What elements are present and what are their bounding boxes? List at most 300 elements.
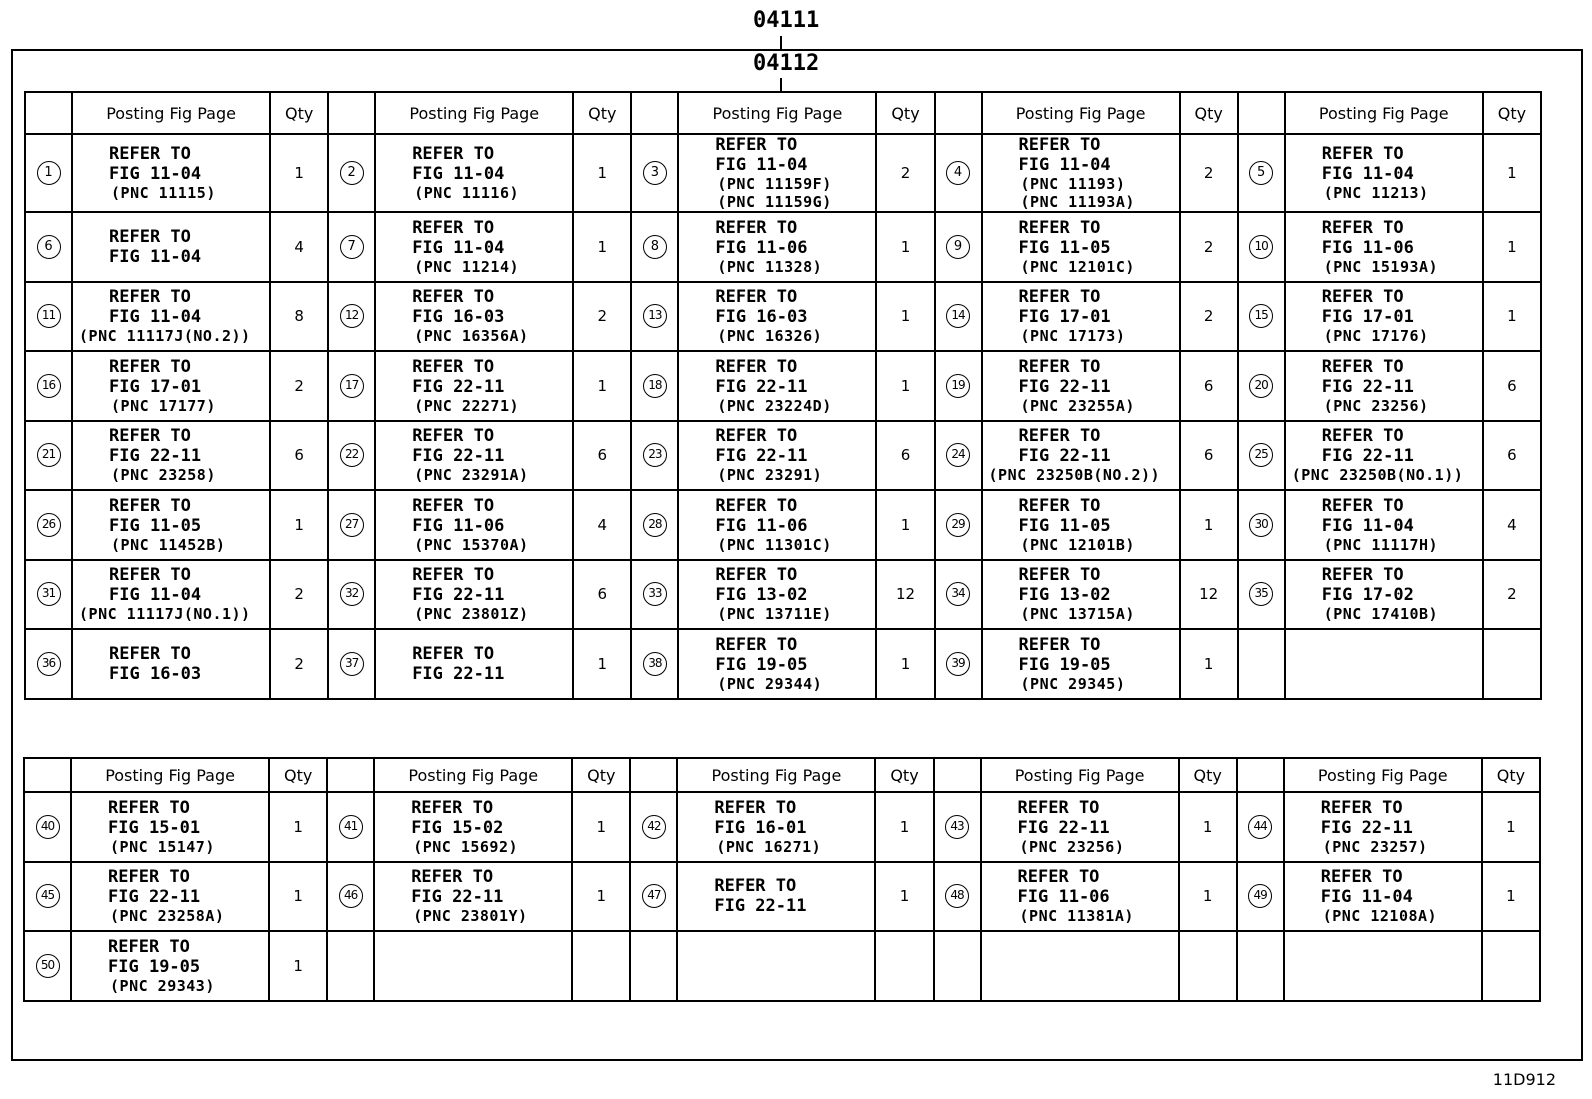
qty-cell: 6 [876,421,934,491]
qty-cell: 8 [270,282,328,352]
header-qty: Qty [1483,92,1541,134]
item-number-callout: 40 [36,815,60,839]
empty-cell [934,931,981,1001]
item-number-cell [935,282,982,352]
qty-cell: 12 [876,560,934,630]
header-qty: Qty [875,758,933,792]
item-number-cell [934,862,981,932]
header-blank [328,92,375,134]
empty-cell [374,931,572,1001]
posting-fig-page-cell [1285,560,1483,630]
posting-fig-page-cell [678,212,876,282]
header-posting-fig-page: Posting Fig Page [375,92,573,134]
fig-reference: FIG 19-05 [1018,654,1111,675]
table-row [24,862,1540,932]
posting-fig-page-cell [982,212,1180,282]
fig-reference: FIG 22-11 [412,585,505,606]
fig-reference: FIG 11-04 [109,246,202,267]
fig-reference: FIG 11-05 [1018,237,1111,258]
empty-cell [1285,629,1483,699]
item-number-callout: 4 [946,161,970,185]
header-blank [1237,758,1284,792]
fig-reference: FIG 22-11 [1018,446,1111,467]
item-number-callout: 31 [37,582,61,606]
posting-fig-page-cell [678,629,876,699]
table-row [25,134,1541,212]
qty-cell: 2 [573,282,631,352]
pnc-reference: (PNC 23250B(NO.2)) [988,466,1161,485]
refer-to-text: REFER TO [109,565,191,586]
posting-fig-page-cell [678,421,876,491]
qty-cell: 2 [1180,282,1238,352]
item-number-callout: 15 [1249,304,1273,328]
qty-cell: 2 [1180,134,1238,212]
pnc-reference: (PNC 11381A) [1019,907,1134,926]
pnc-reference: (PNC 11159F) [717,175,832,193]
item-number-cell [630,792,677,862]
qty-cell: 4 [1483,490,1541,560]
pnc-reference: (PNC 29343) [110,976,215,995]
pnc-reference: (PNC 13711E) [717,605,832,624]
pnc-reference: (PNC 16356A) [414,327,529,346]
item-number-callout: 7 [340,235,364,259]
pnc-reference: (PNC 11116) [414,184,520,202]
posting-fig-page-cell [678,560,876,630]
item-number-cell [1238,282,1285,352]
fig-reference: FIG 11-04 [412,164,505,184]
posting-fig-page-cell [1284,792,1482,862]
refer-to-text: REFER TO [1321,287,1404,308]
pnc-reference: (PNC 11301C) [717,535,832,554]
fig-reference: FIG 22-11 [1321,446,1414,467]
item-number-cell [328,282,375,352]
item-number-callout: 12 [340,304,364,328]
fig-reference: FIG 16-03 [715,307,808,328]
empty-cell [875,931,933,1001]
fig-reference: FIG 16-01 [714,817,807,838]
item-number-cell [631,351,678,421]
item-number-callout: 33 [643,582,667,606]
refer-to-text: REFER TO [412,426,495,447]
pnc-reference: (PNC 23250B(NO.1)) [1291,466,1464,485]
fig-reference: FIG 13-02 [1018,585,1111,606]
item-number-cell [1238,421,1285,491]
posting-fig-page-cell [375,421,573,491]
item-number-cell [631,282,678,352]
qty-cell: 1 [573,134,631,212]
item-number-cell [630,862,677,932]
item-number-cell [25,629,72,699]
fig-reference: FIG 16-03 [412,307,505,328]
refer-to-text: REFER TO [109,643,191,664]
refer-to-text: REFER TO [109,144,191,164]
posting-fig-page-cell [375,351,573,421]
item-number-cell [327,862,374,932]
fig-reference: FIG 17-01 [109,376,202,397]
pnc-reference: (PNC 17177) [111,396,216,415]
qty-cell: 1 [270,490,328,560]
header-posting-fig-page: Posting Fig Page [72,92,270,134]
item-number-callout: 3 [643,161,667,185]
header-posting-fig-page: Posting Fig Page [677,758,875,792]
qty-cell: 1 [876,629,934,699]
table-row [25,560,1541,630]
posting-fig-page-cell [678,490,876,560]
item-number-callout: 38 [643,652,667,676]
fig-reference: FIG 22-11 [412,663,505,684]
refer-to-text: REFER TO [1320,867,1403,888]
fig-reference: FIG 22-11 [108,887,201,908]
pnc-reference: (PNC 23801Z) [414,605,529,624]
fig-reference: FIG 11-04 [1321,515,1414,536]
table-row [25,421,1541,491]
refer-to-text: REFER TO [715,135,798,155]
item-number-callout: 1 [37,161,61,185]
qty-cell: 6 [573,421,631,491]
pnc-reference: (PNC 11117J(NO.2)) [79,327,251,346]
item-number-cell [631,421,678,491]
fig-reference: FIG 16-03 [109,663,202,684]
header-qty: Qty [876,92,934,134]
item-number-cell [328,560,375,630]
table-row [25,490,1541,560]
qty-cell: 4 [270,212,328,282]
posting-fig-page-cell [72,421,270,491]
header-qty: Qty [1179,758,1237,792]
item-number-cell [25,421,72,491]
pnc-reference: (PNC 15193A) [1323,257,1439,276]
header-qty: Qty [1482,758,1540,792]
posting-fig-page-cell [375,134,573,212]
posting-fig-page-cell [1285,134,1483,212]
qty-cell: 2 [1483,560,1541,630]
refer-to-text: REFER TO [1018,356,1101,377]
empty-cell [1237,931,1284,1001]
refer-to-text: REFER TO [715,426,798,447]
posting-fig-page-cell [1285,490,1483,560]
qty-cell: 4 [573,490,631,560]
empty-cell [1238,629,1285,699]
posting-fig-page-cell [1284,862,1482,932]
fig-reference: FIG 11-06 [715,237,808,258]
parts-table-2 [23,757,1541,1002]
fig-reference: FIG 11-04 [109,585,202,606]
parts-table-1 [24,91,1542,700]
refer-to-text: REFER TO [411,867,494,888]
empty-cell [1179,931,1237,1001]
item-number-callout: 14 [946,304,970,328]
table-row [24,931,1540,1001]
fig-reference: FIG 11-04 [109,164,202,184]
item-number-cell [328,134,375,212]
item-number-cell [631,490,678,560]
posting-fig-page-cell [374,862,572,932]
pnc-reference: (PNC 11159G) [717,193,832,211]
pnc-reference: (PNC 11214) [414,257,520,276]
item-number-cell [1238,560,1285,630]
item-number-cell [328,421,375,491]
qty-cell: 2 [876,134,934,212]
item-number-callout: 2 [340,161,364,185]
pnc-reference: (PNC 23256) [1019,837,1125,856]
posting-fig-page-cell [1285,421,1483,491]
empty-cell [327,931,374,1001]
pnc-reference: (PNC 15370A) [414,535,529,554]
posting-fig-page-cell [982,560,1180,630]
item-number-cell [25,134,72,212]
header-qty: Qty [572,758,630,792]
item-number-callout: 43 [945,815,969,839]
empty-cell [1483,629,1541,699]
qty-cell: 1 [269,792,327,862]
refer-to-text: REFER TO [714,797,797,818]
item-number-callout: 28 [643,513,667,537]
qty-cell: 1 [1482,792,1540,862]
refer-to-text: REFER TO [108,936,190,957]
refer-to-text: REFER TO [412,495,495,516]
pnc-reference: (PNC 16271) [716,837,822,856]
qty-cell: 1 [270,134,328,212]
header-blank [630,758,677,792]
posting-fig-page-cell [375,212,573,282]
pnc-reference: (PNC 12108A) [1322,907,1438,926]
header-blank [1238,92,1285,134]
item-number-cell [935,212,982,282]
item-number-cell [935,134,982,212]
header-posting-fig-page: Posting Fig Page [374,758,572,792]
item-number-cell [327,792,374,862]
qty-cell: 6 [270,421,328,491]
header-row [24,758,1540,792]
posting-fig-page-cell [982,490,1180,560]
refer-to-text: REFER TO [412,217,495,238]
item-number-callout: 49 [1248,884,1272,908]
item-number-cell [25,282,72,352]
qty-cell: 6 [1483,351,1541,421]
qty-cell: 2 [270,629,328,699]
qty-cell: 1 [876,282,934,352]
item-number-callout: 6 [37,235,61,259]
qty-cell: 1 [876,212,934,282]
refer-to-text: REFER TO [1018,495,1101,516]
posting-fig-page-cell [982,351,1180,421]
item-number-callout: 36 [37,652,61,676]
qty-cell: 1 [1483,134,1541,212]
item-number-callout: 13 [643,304,667,328]
item-number-callout: 44 [1248,815,1272,839]
item-number-callout: 9 [946,235,970,259]
item-number-cell [328,629,375,699]
item-number-cell [935,629,982,699]
refer-to-text: REFER TO [1321,495,1404,516]
qty-cell: 1 [875,792,933,862]
refer-to-text: REFER TO [715,565,798,586]
refer-to-text: REFER TO [109,495,191,516]
pnc-reference: (PNC 23801Y) [413,907,528,926]
item-number-cell [1237,862,1284,932]
header-blank [631,92,678,134]
fig-reference: FIG 22-11 [412,376,505,397]
fig-reference: FIG 17-01 [1321,307,1414,328]
qty-cell: 1 [1179,792,1237,862]
fig-reference: FIG 17-01 [1018,307,1111,328]
header-posting-fig-page: Posting Fig Page [1285,92,1483,134]
pnc-reference: (PNC 17173) [1020,327,1126,346]
item-number-cell [24,931,71,1001]
pnc-reference: (PNC 23224D) [717,396,832,415]
refer-to-text: REFER TO [1018,217,1101,238]
header-blank [24,758,71,792]
refer-to-text: REFER TO [1017,867,1100,888]
posting-fig-page-cell [71,862,269,932]
fig-reference: FIG 11-04 [1320,887,1413,908]
posting-fig-page-cell [981,862,1179,932]
header-posting-fig-page: Posting Fig Page [981,758,1179,792]
qty-cell: 2 [1180,212,1238,282]
pnc-reference: (PNC 29345) [1020,674,1126,693]
refer-to-text: REFER TO [108,797,190,818]
figure-code: 11D912 [1492,1070,1556,1089]
fig-reference: FIG 22-11 [715,376,808,397]
qty-cell: 1 [269,862,327,932]
fig-reference: FIG 11-04 [412,237,505,258]
fig-reference: FIG 11-05 [1018,515,1111,536]
fig-reference: FIG 11-04 [715,155,808,175]
fig-reference: FIG 22-11 [715,446,808,467]
outer-leader-line [780,36,782,49]
fig-reference: FIG 22-11 [1018,376,1111,397]
refer-to-text: REFER TO [1321,356,1404,377]
qty-cell: 1 [876,490,934,560]
item-number-callout: 35 [1249,582,1273,606]
refer-to-text: REFER TO [109,426,191,447]
fig-reference: FIG 19-05 [108,956,201,977]
item-number-cell [935,351,982,421]
pnc-reference: (PNC 15692) [413,837,519,856]
pnc-reference: (PNC 17410B) [1323,605,1439,624]
item-number-callout: 8 [643,235,667,259]
pnc-reference: (PNC 12101B) [1020,535,1135,554]
item-number-callout: 42 [642,815,666,839]
posting-fig-page-cell [72,351,270,421]
item-number-callout: 30 [1249,513,1273,537]
fig-reference: FIG 11-04 [1321,164,1414,184]
posting-fig-page-cell [374,792,572,862]
posting-fig-page-cell [1285,212,1483,282]
item-number-cell [24,862,71,932]
fig-reference: FIG 11-05 [109,515,202,536]
pnc-reference: (PNC 23258A) [110,907,225,926]
pnc-reference: (PNC 17176) [1323,327,1429,346]
fig-reference: FIG 15-02 [411,817,504,838]
pnc-reference: (PNC 23255A) [1020,396,1135,415]
empty-cell [630,931,677,1001]
refer-to-text: REFER TO [1018,565,1101,586]
pnc-reference: (PNC 15147) [110,837,215,856]
posting-fig-page-cell [72,490,270,560]
header-blank [25,92,72,134]
empty-cell [677,931,875,1001]
header-qty: Qty [573,92,631,134]
item-number-callout: 37 [340,652,364,676]
pnc-reference: (PNC 11213) [1323,184,1429,202]
fig-reference: FIG 22-11 [1320,817,1413,838]
pnc-reference: (PNC 23291A) [414,466,529,485]
empty-cell [572,931,630,1001]
refer-to-text: REFER TO [1320,797,1403,818]
empty-cell [1482,931,1540,1001]
fig-reference: FIG 22-11 [412,446,505,467]
posting-fig-page-cell [982,629,1180,699]
item-number-callout: 48 [945,884,969,908]
qty-cell: 1 [1180,490,1238,560]
empty-cell [1284,931,1482,1001]
refer-to-text: REFER TO [412,643,495,664]
pnc-reference: (PNC 16326) [717,327,823,346]
qty-cell: 6 [1180,421,1238,491]
posting-fig-page-cell [982,134,1180,212]
item-number-callout: 5 [1249,161,1273,185]
qty-cell: 1 [573,629,631,699]
header-row [25,92,1541,134]
qty-cell: 2 [270,560,328,630]
item-number-callout: 19 [946,374,970,398]
posting-fig-page-cell [982,282,1180,352]
qty-cell: 2 [270,351,328,421]
refer-to-text: REFER TO [109,356,191,377]
item-number-cell [1238,134,1285,212]
fig-reference: FIG 11-06 [715,515,808,536]
qty-cell: 1 [875,862,933,932]
pnc-reference: (PNC 11115) [111,184,216,202]
posting-fig-page-cell [677,792,875,862]
posting-fig-page-cell [375,629,573,699]
posting-fig-page-cell [72,212,270,282]
posting-fig-page-cell [375,490,573,560]
item-number-callout: 29 [946,513,970,537]
qty-cell: 1 [1483,212,1541,282]
refer-to-text: REFER TO [715,495,798,516]
item-number-cell [1238,490,1285,560]
header-qty: Qty [270,92,328,134]
item-number-cell [24,792,71,862]
item-number-cell [25,212,72,282]
item-number-callout: 32 [340,582,364,606]
fig-reference: FIG 11-04 [109,307,202,328]
qty-cell: 1 [876,351,934,421]
qty-cell: 1 [269,931,327,1001]
outer-group-label: 04111 [753,8,820,33]
qty-cell: 1 [1180,629,1238,699]
posting-fig-page-cell [1285,351,1483,421]
refer-to-text: REFER TO [412,144,495,164]
item-number-cell [25,490,72,560]
item-number-callout: 23 [643,443,667,467]
header-posting-fig-page: Posting Fig Page [678,92,876,134]
refer-to-text: REFER TO [1321,217,1404,238]
inner-group-label: 04112 [753,51,820,76]
refer-to-text: REFER TO [411,797,494,818]
item-number-cell [328,490,375,560]
refer-to-text: REFER TO [1321,426,1404,447]
refer-to-text: REFER TO [1017,797,1100,818]
posting-fig-page-cell [678,134,876,212]
item-number-cell [934,792,981,862]
refer-to-text: REFER TO [108,867,190,888]
posting-fig-page-cell [71,931,269,1001]
pnc-reference: (PNC 11117H) [1323,535,1439,554]
posting-fig-page-cell [982,421,1180,491]
